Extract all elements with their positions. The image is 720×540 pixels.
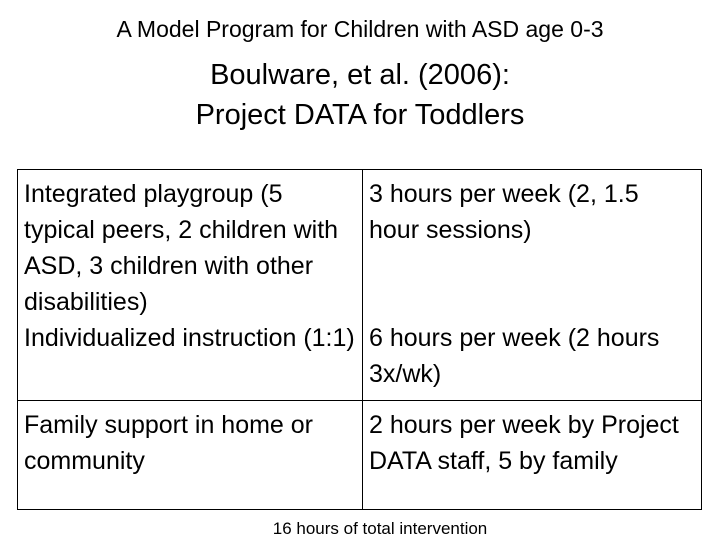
component-item: Family support in home or community (24, 411, 314, 475)
slide-subtitle: A Model Program for Children with ASD age 0-3 (116, 16, 604, 42)
hours-item: 2 hours per week by Project DATA staff, 5 by family (369, 411, 679, 475)
hours-cell (363, 170, 702, 401)
hours-cell (363, 401, 702, 510)
hours-item: 6 hours per week (2 hours 3x/wk) (369, 324, 660, 388)
component-item: Individualized instruction (1:1) (24, 324, 355, 352)
slide-title-line-2: Project DATA for Toddlers (195, 99, 525, 131)
component-cell (18, 170, 363, 401)
component-item: Integrated playgroup (5 typical peers, 2 children with ASD, 3 children with other disabilities) (24, 180, 339, 316)
component-cell (18, 401, 363, 510)
total-intervention-note: 16 hours of total intervention (272, 519, 488, 538)
slide-title-line-1: Boulware, et al. (2006): (210, 59, 510, 91)
table-row (18, 170, 702, 401)
hours-item: 3 hours per week (2, 1.5 hour sessions) (369, 180, 639, 244)
table-row (18, 401, 702, 510)
program-table (17, 169, 702, 510)
